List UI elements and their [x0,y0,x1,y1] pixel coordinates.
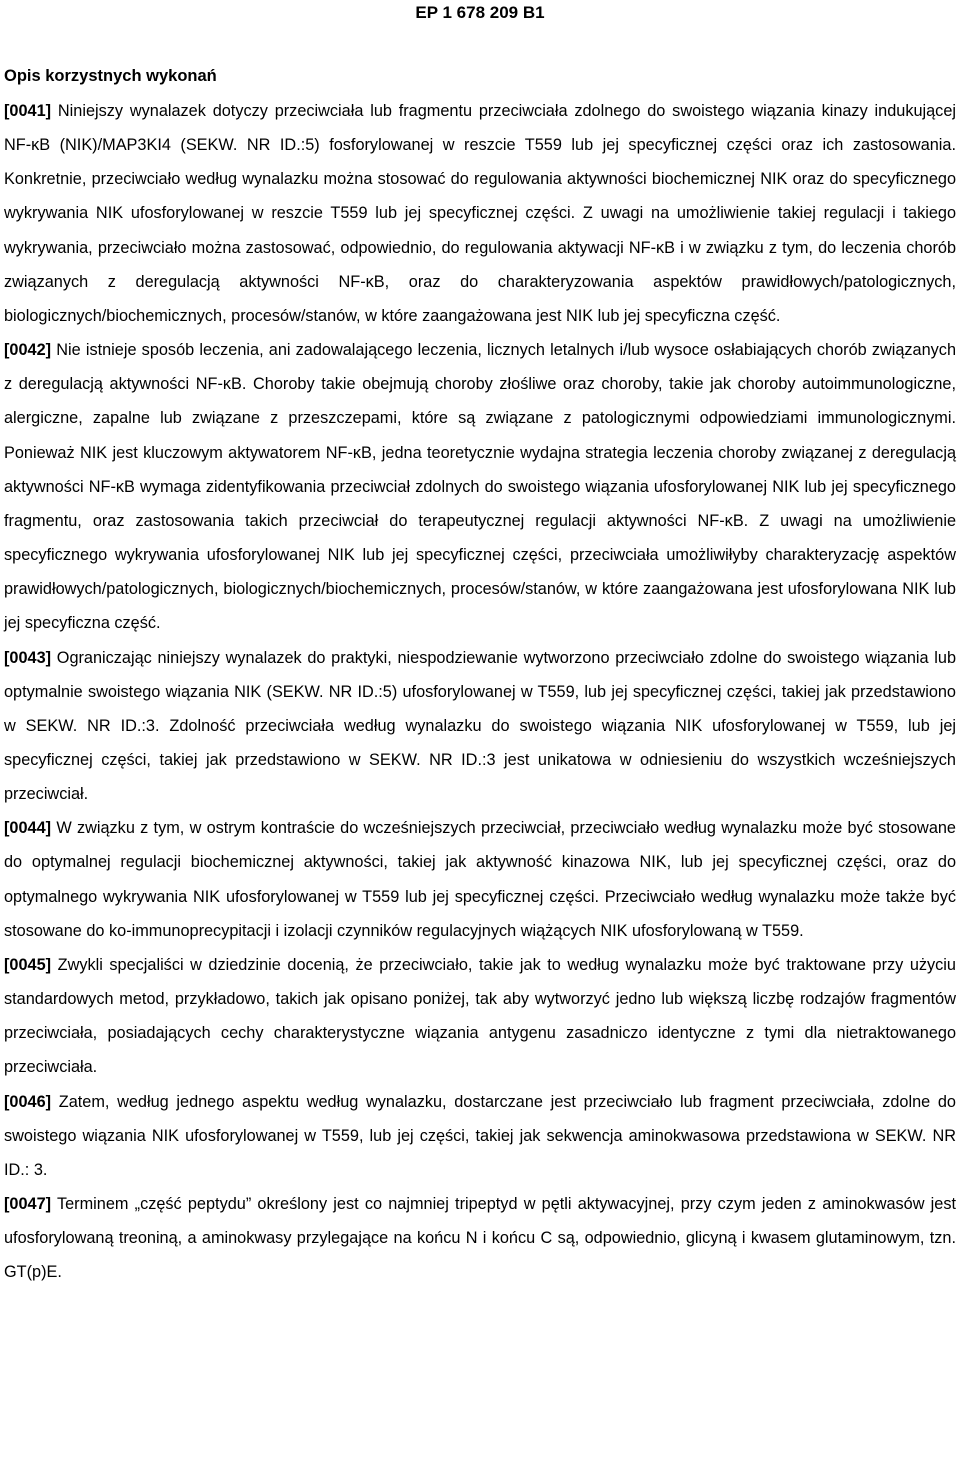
patent-number-header: EP 1 678 209 B1 [415,3,545,22]
paragraph-number: [0042] [4,341,52,360]
paragraph-number: [0044] [4,819,52,838]
paragraph-number: [0045] [4,955,52,974]
paragraph-0044 [4,811,956,948]
paragraph-0042 [4,333,956,640]
paragraph-text: Zwykli specjaliści w dziedzinie docenią, że przeciwciało, takie jak to według wynalazku może być traktowane przy użyciu standardowych metod, przykładowo, takich jak opisano poniżej, tak aby wytworzyć jedno lub większą liczbę rodzajów fragmentów przeciwciała, posiadających cechy charakterystyczne wiązania antygenu zasadniczo identyczne z tymi dla nietraktowanego przeciwciała. [4,955,956,1077]
paragraph-number: [0043] [4,648,52,667]
paragraph-number: [0047] [4,1195,52,1213]
paragraph-0046 [4,1085,956,1187]
section-title: Opis korzystnych wykonań [4,67,217,85]
paragraph-text: Terminem „część peptydu” określony jest co najmniej tripeptyd w pętli aktywacyjnej, przy czym jeden z aminokwasów jest ufosforylowaną treoniną, a aminokwasy przylegające na końcu N i końcu C są, odpowiednio, glicyną i kwasem glutaminowym, tzn. GT(p)E. [4,1195,956,1282]
paragraph-text: Nie istnieje sposób leczenia, ani zadowalającego leczenia, licznych letalnych i/lub wysoce osłabiających chorób związanych z deregulacją aktywności NF-κB. Choroby takie obejmują choroby złośliwe oraz choroby, takie jak choroby autoimmunologiczne, alergiczne, zapalne lub związane z przeszczepami, które są związane z patologicznymi odpowiedziami immunologicznymi. Ponieważ NIK jest kluczowym aktywatorem NF-κB, jedna teoretycznie wydajna strategia leczenia choroby związanej z deregulacją aktywności NF-κB wymaga zidentyfikowania przeciwciał zdolnych do swoistego wiązania ufosforylowanej NIK lub jej specyficznego fragmentu, oraz zastosowania takich przeciwciał do terapeutycznej regulacji aktywności NF-κB. Z uwagi na umożliwienie specyficznego wykrywania ufosforylowanej NIK lub jej specyficznej części, przeciwciała umożliwiłyby charakteryzację aspektów prawidłowych/patologicznych, biologicznych/biochemicznych, procesów/stanów, w które zaangażowana jest ufosforylowana NIK lub jej specyficzna część. [4,341,956,633]
paragraph-0041 [4,94,956,333]
paragraph-text: Ograniczając niniejszy wynalazek do praktyki, niespodziewanie wytworzono przeciwciało zdolne do swoistego wiązania lub optymalnie swoistego wiązania NIK (SEKW. NR ID.:5) ufosforylowanej w T559, lub jej specyficznej części, takiej jak przedstawiono w SEKW. NR ID.:3. Zdolność przeciwciała według wynalazku do swoistego wiązania NIK ufosforylowanej w T559, lub jej specyficznej części, takiej jak przedstawiono w SEKW. NR ID.:3 jest unikatowa w odniesieniu do wszystkich wcześniejszych przeciwciał. [4,648,956,804]
paragraph-0045 [4,948,956,1085]
paragraph-0043 [4,641,956,812]
paragraph-text: W związku z tym, w ostrym kontraście do wcześniejszych przeciwciał, przeciwciało według wynalazku może być stosowane do optymalnej regulacji biochemicznej aktywności, takiej jak aktywność kinazowa NIK, lub jej specyficznej części, oraz do optymalnego wykrywania NIK ufosforylowanej w T559 lub jej specyficznej części. Przeciwciało według wynalazku może także być stosowane do ko-immunoprecypitacji i izolacji czynników regulacyjnych wiążących NIK ufosforylowaną w T559. [4,819,956,940]
paragraph-number: [0046] [4,1092,52,1111]
paragraph-0047 [4,1187,956,1289]
paragraph-text: Zatem, według jednego aspektu według wynalazku, dostarczane jest przeciwciało lub fragment przeciwciała, zdolne do swoistego wiązania NIK ufosforylowanej w T559, lub jej części, takiej jak sekwencja aminokwasowa przedstawiona w SEKW. NR ID.: 3. [4,1092,956,1179]
paragraph-text: Niniejszy wynalazek dotyczy przeciwciała lub fragmentu przeciwciała zdolnego do swoistego wiązania kinazy indukującej NF-κB (NIK)/MAP3KI4 (SEKW. NR ID.:5) fosforylowanej w reszcie T559 lub jej specyficznej części oraz ich zastosowania. Konkretnie, przeciwciało według wynalazku można stosować do regulowania aktywności biochemicznej NIK oraz do specyficznego wykrywania NIK ufosforylowanej w reszcie T559 lub jej specyficznej części. Z uwagi na umożliwienie takiej regulacji i takiego wykrywania, przeciwciało można zastosować, odpowiednio, do regulowania aktywacji NF-κB i w związku z tym, do leczenia chorób związanych z deregulacją aktywności NF-κB, oraz do charakteryzowania aspektów prawidłowych/patologicznych, biologicznych/biochemicznych, procesów/stanów, w które zaangażowana jest NIK lub jej specyficzna część. [4,102,956,325]
paragraph-number: [0041] [4,102,52,120]
